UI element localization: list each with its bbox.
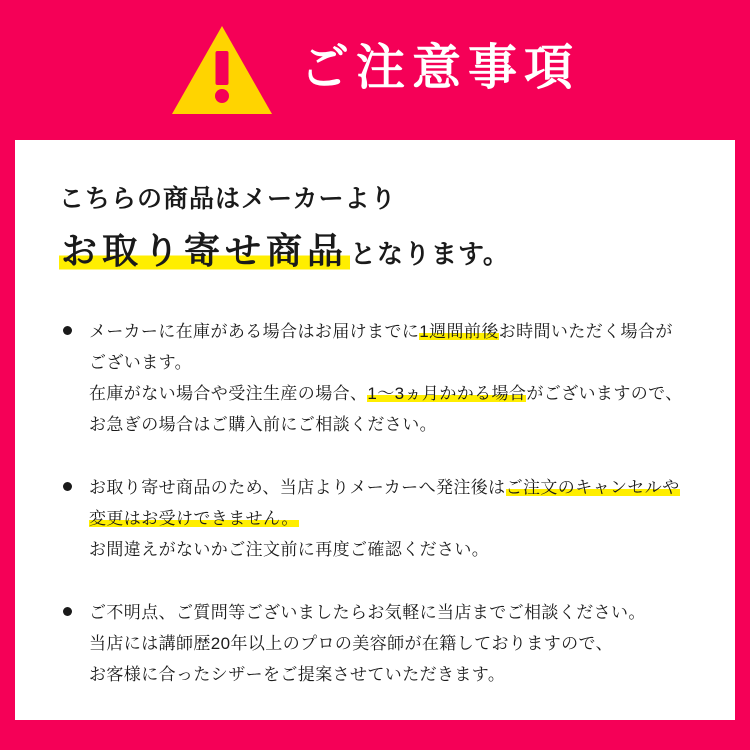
note-line	[89, 473, 691, 504]
list-item	[59, 473, 691, 566]
note-line	[89, 504, 691, 535]
note-highlight-text: 1週間前後	[419, 322, 499, 342]
list-item	[59, 598, 691, 691]
note-highlight-text: 変更はお受けできません。	[89, 509, 299, 529]
notice-header	[0, 0, 750, 140]
note-line	[89, 379, 691, 410]
note-line	[89, 660, 691, 691]
note-text: ございます。	[89, 353, 193, 373]
notice-card	[15, 140, 735, 720]
page-title: ご注意事項	[299, 40, 580, 95]
note-text: お時間いただく場合が	[498, 322, 673, 342]
note-text: ご不明点、ご質問等ございましたらお気軽に当店までご相談ください。	[89, 602, 646, 622]
bullet-icon	[63, 482, 72, 491]
note-line	[89, 535, 691, 566]
note-text: がございますので、	[526, 384, 683, 404]
note-line	[89, 348, 691, 379]
note-line	[89, 598, 691, 629]
note-highlight-text: ご注文のキャンセルや	[505, 478, 680, 498]
bullet-icon	[63, 607, 72, 616]
note-text: 当店には講師歴20年以上のプロの美容師が在籍しておりますので、	[89, 633, 613, 653]
bullet-icon	[63, 326, 72, 335]
note-line	[89, 629, 691, 660]
notice-header-inner	[170, 24, 580, 116]
lead-tail-text: となります。	[350, 239, 510, 269]
note-text: メーカーに在庫がある場合はお届けまでに	[89, 322, 420, 342]
note-highlight-text: 1〜3ヵ月かかる場合	[367, 384, 527, 404]
note-text: 在庫がない場合や受注生産の場合、	[89, 384, 368, 404]
notes-list	[59, 317, 691, 690]
lead-line-2	[59, 230, 691, 271]
note-line	[89, 317, 691, 348]
note-text: お客様に合ったシザーをご提案させていただきます。	[89, 664, 506, 684]
lead-highlight-text: お取り寄せ商品	[61, 230, 349, 271]
note-text: お間違えがないかご注文前に再度ご確認ください。	[89, 540, 490, 560]
warning-triangle-icon	[170, 24, 274, 116]
list-item	[59, 317, 691, 441]
note-text: お取り寄せ商品のため、当店よりメーカーへ発注後は	[89, 478, 506, 498]
note-line	[89, 410, 691, 441]
lead-line-1: こちらの商品はメーカーより	[59, 185, 397, 213]
note-text: お急ぎの場合はご購入前にご相談ください。	[89, 415, 437, 435]
